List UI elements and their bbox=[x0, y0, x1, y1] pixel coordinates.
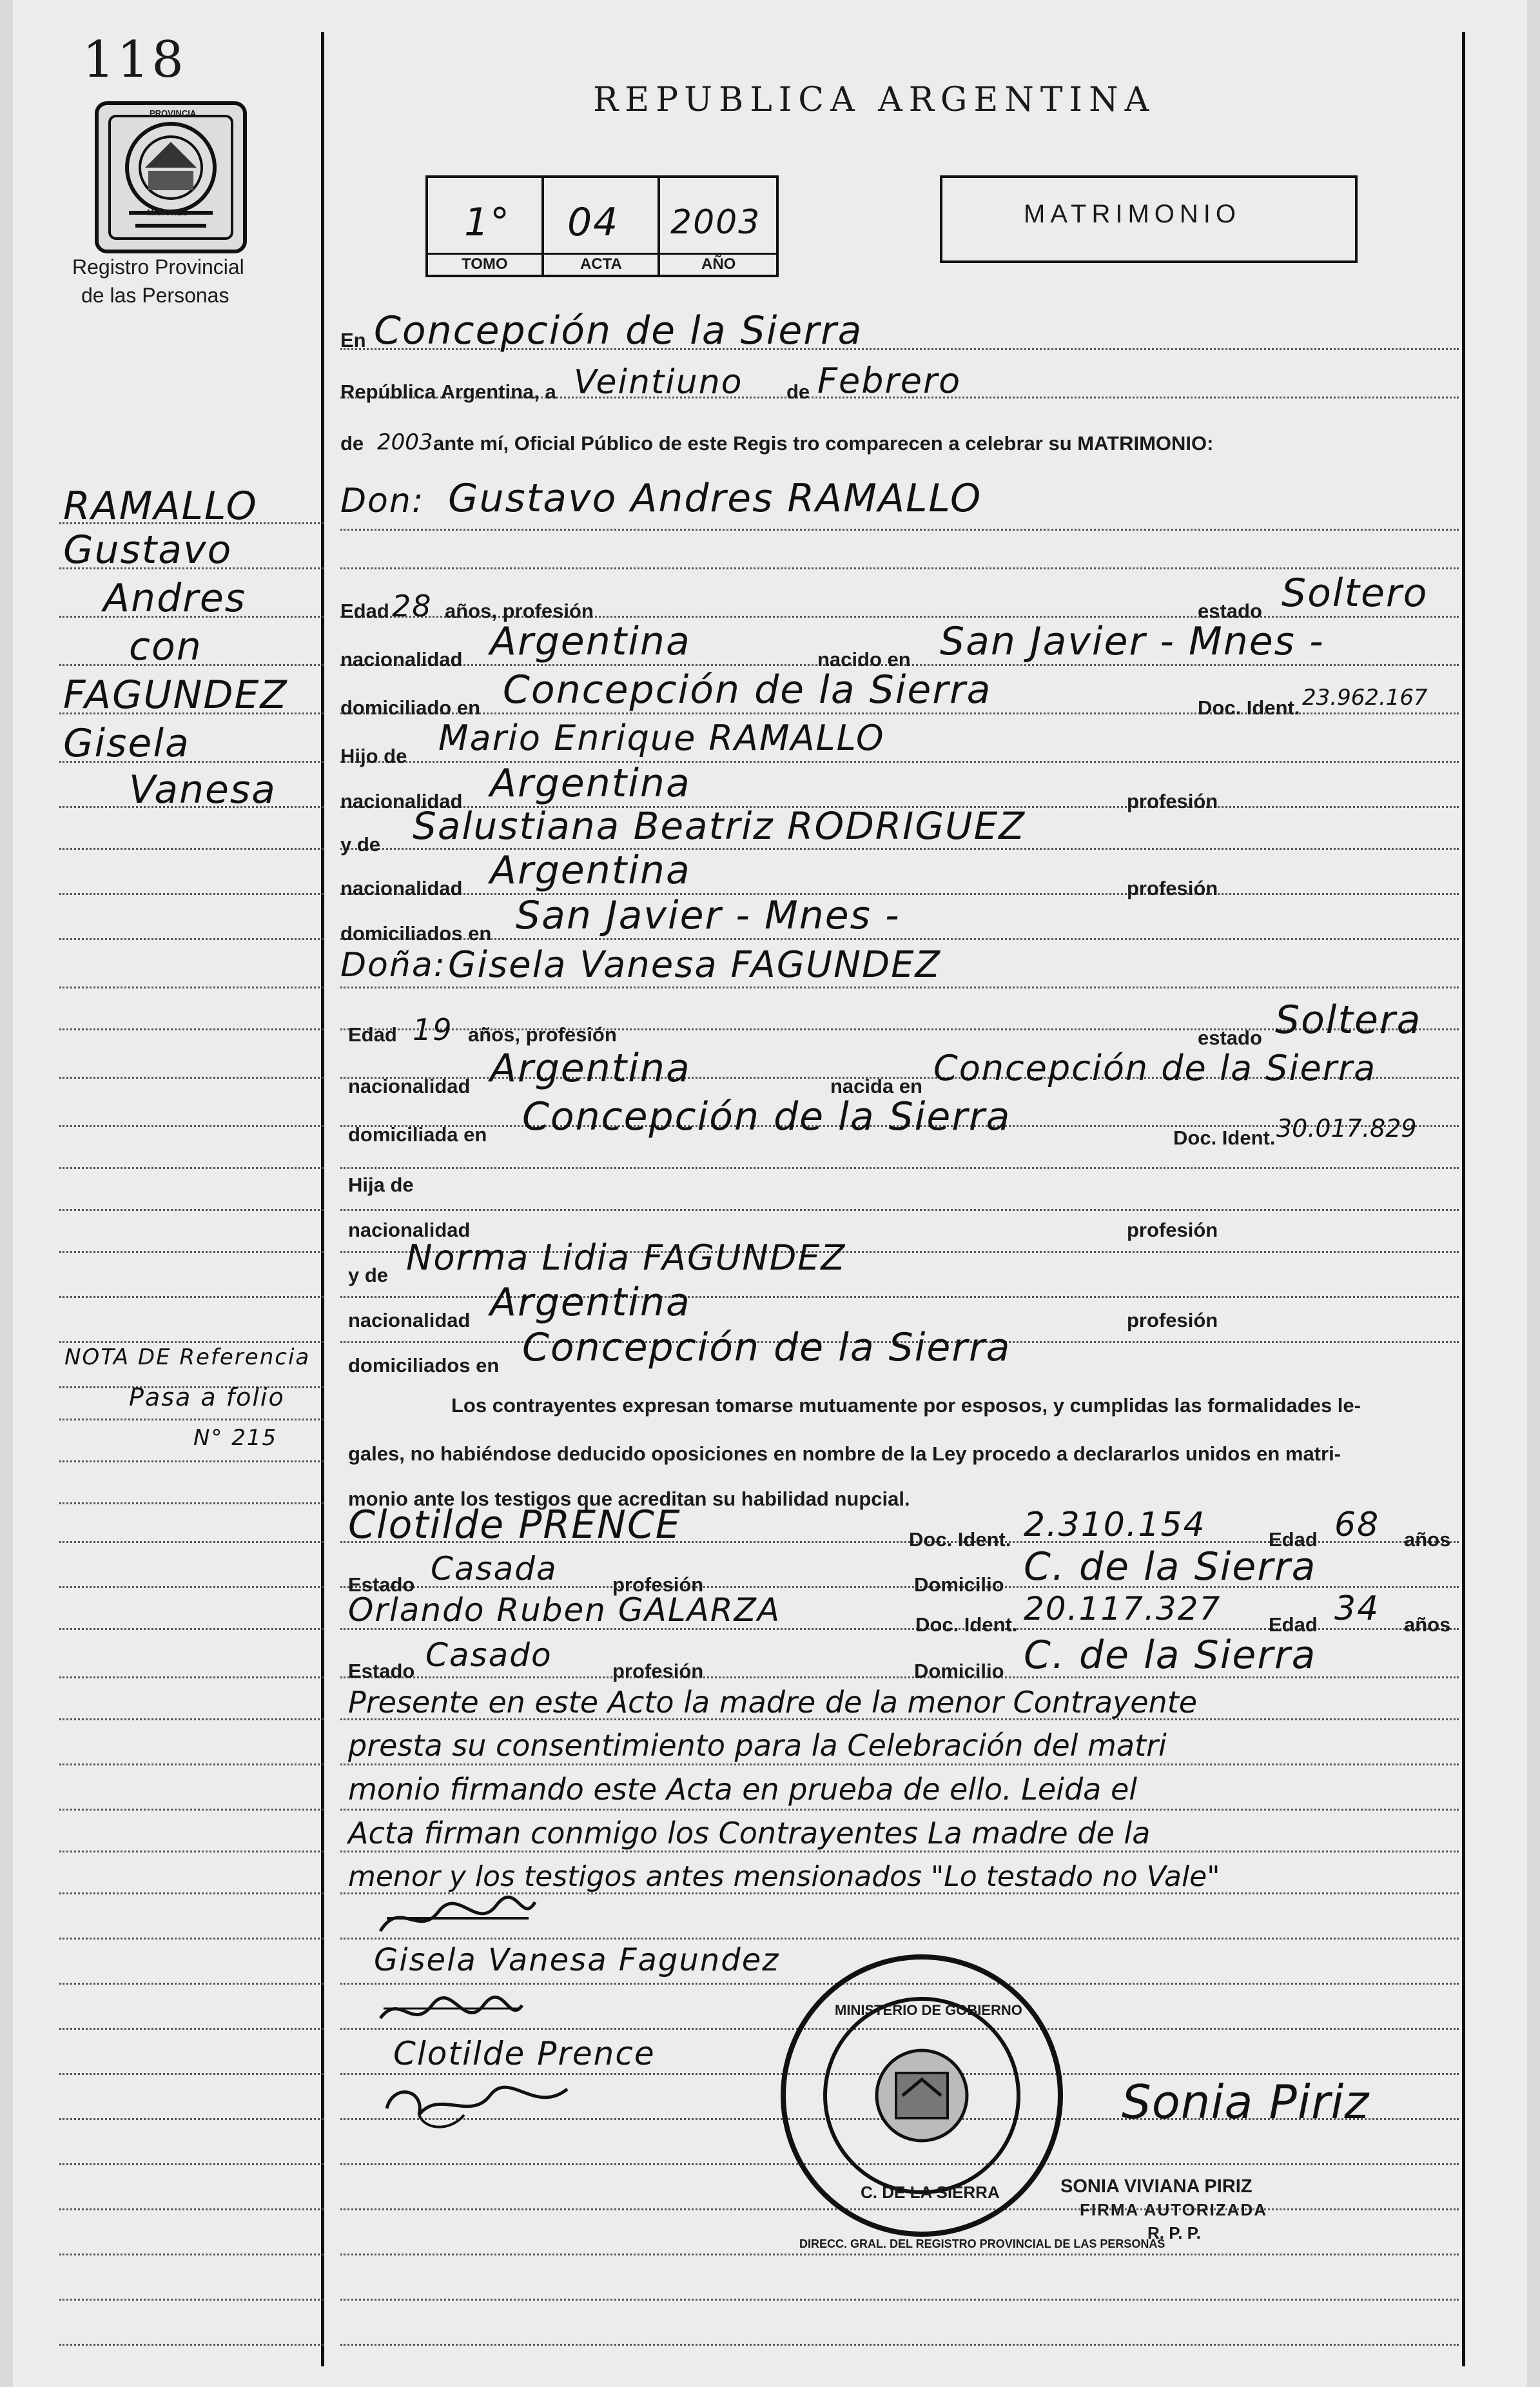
groom-full-name: Gustavo Andres RAMALLO bbox=[448, 476, 982, 521]
ano-value: 2003 bbox=[670, 203, 761, 242]
groom-signature bbox=[374, 1892, 541, 1944]
witness1-name: Clotilde PRENCE bbox=[348, 1502, 681, 1547]
bride-mother-nacionalidad: Argentina bbox=[490, 1280, 691, 1325]
groom-born-in: San Javier - Mnes - bbox=[940, 619, 1325, 664]
acta-label: ACTA bbox=[580, 255, 622, 273]
observation-line3: monio firmando este Acta en prueba de ello. Leida el bbox=[348, 1772, 1138, 1807]
observation-line2: presta su consentimiento para la Celebración del matri bbox=[348, 1728, 1167, 1763]
observation-line1: Presente en este Acto la madre de la menor Contrayente bbox=[348, 1685, 1198, 1720]
groom-label: Don: bbox=[340, 482, 425, 520]
official-signature: Sonia Piriz bbox=[1122, 2075, 1370, 2129]
year: 2003 bbox=[377, 429, 433, 455]
groom-nacionalidad: Argentina bbox=[490, 619, 691, 664]
margin-groom-name2: Andres bbox=[103, 576, 246, 621]
margin-groom-surname: RAMALLO bbox=[63, 484, 258, 529]
registry-name-line2: de las Personas bbox=[81, 284, 229, 307]
witness2-doc: 20.117.327 bbox=[1024, 1590, 1222, 1627]
witness2-domicilio: C. de la Sierra bbox=[1024, 1633, 1317, 1678]
tomo-label: TOMO bbox=[462, 255, 508, 273]
stamp-bottom-text: C. DE LA SIERRA bbox=[861, 2183, 1000, 2202]
witness1-age: 68 bbox=[1334, 1506, 1380, 1544]
margin-bride-name1: Gisela bbox=[63, 721, 190, 766]
groom-doc: 23.962.167 bbox=[1302, 685, 1428, 711]
act-type: MATRIMONIO bbox=[1024, 200, 1242, 228]
column-divider bbox=[321, 32, 324, 2366]
declaration-line3: monio ante los testigos que acreditan su habilidad nupcial. bbox=[348, 1488, 910, 1510]
observation-line5: menor y los testigos antes mensionados "Lo testado no Vale" bbox=[348, 1860, 1220, 1893]
provincial-seal-icon bbox=[90, 97, 251, 258]
witness1-domicilio: C. de la Sierra bbox=[1024, 1544, 1317, 1589]
official-name: SONIA VIVIANA PIRIZ bbox=[1060, 2176, 1252, 2197]
margin-bride-surname: FAGUNDEZ bbox=[63, 673, 288, 718]
observation-line4: Acta firman conmigo los Contrayentes La madre de la bbox=[348, 1816, 1151, 1851]
bride-parents-domicile: Concepción de la Sierra bbox=[522, 1325, 1011, 1370]
month: Febrero bbox=[817, 360, 962, 401]
margin-note-line1: NOTA DE Referencia bbox=[64, 1344, 311, 1370]
page-number: 118 bbox=[83, 31, 186, 89]
groom-mother-nacionalidad: Argentina bbox=[490, 848, 691, 893]
bride-domicile: Concepción de la Sierra bbox=[522, 1094, 1011, 1139]
stamp-ring-text: DIRECC. GRAL. DEL REGISTRO PROVINCIAL DE LAS PERSONAS bbox=[799, 2237, 1165, 2250]
tomo-value: 1° bbox=[464, 200, 511, 245]
official-org: R. P. P. bbox=[1147, 2223, 1201, 2243]
witness2-name: Orlando Ruben GALARZA bbox=[348, 1591, 781, 1629]
groom-father: Mario Enrique RAMALLO bbox=[438, 718, 885, 758]
bride-nacionalidad: Argentina bbox=[490, 1046, 691, 1091]
ano-label: AÑO bbox=[701, 255, 736, 273]
registry-name-line1: Registro Provincial bbox=[72, 255, 244, 279]
country-heading: REPUBLICA ARGENTINA bbox=[593, 81, 1156, 119]
groom-domicile: Concepción de la Sierra bbox=[503, 667, 992, 712]
bride-full-name: Gisela Vanesa FAGUNDEZ bbox=[448, 944, 941, 986]
bride-doc: 30.017.829 bbox=[1276, 1114, 1417, 1143]
margin-bride-name2: Vanesa bbox=[129, 767, 277, 812]
margin-groom-name1: Gustavo bbox=[63, 527, 233, 573]
margin-conjunction: con bbox=[129, 624, 202, 669]
declaration-line2: gales, no habiéndose deducido oposiciones en nombre de la Ley procedo a declararlos unidos en matri- bbox=[348, 1442, 1341, 1465]
witness2-age: 34 bbox=[1334, 1589, 1380, 1628]
groom-mother: Salustiana Beatriz RODRIGUEZ bbox=[413, 804, 1026, 848]
bride-label: Doña: bbox=[340, 946, 447, 985]
bride-age: 19 bbox=[413, 1012, 453, 1047]
witness-signature: Clotilde Prence bbox=[393, 2035, 656, 2072]
bride-estado: Soltera bbox=[1275, 997, 1422, 1043]
witness2-estado: Casado bbox=[425, 1636, 552, 1674]
official-title: FIRMA AUTORIZADA bbox=[1080, 2200, 1268, 2219]
bride-mother: Norma Lidia FAGUNDEZ bbox=[406, 1237, 846, 1278]
groom-estado: Soltero bbox=[1282, 571, 1428, 616]
groom-father-nacionalidad: Argentina bbox=[490, 761, 691, 806]
groom-parents-domicile: San Javier - Mnes - bbox=[516, 893, 901, 938]
galarza-signature bbox=[374, 2070, 580, 2134]
witness1-estado: Casada bbox=[431, 1550, 558, 1587]
mother-signature bbox=[374, 1986, 529, 2038]
document-page: 118 PROVINCIA MISIONES Registro Provincial de las Personas REPUBLICA ARGENTINA 1° 04 2003 TOMO ACTA AÑO MATRIMONIO RAMALLO Gustavo Andres con FAGUNDEZ Gisela Vanesa NOTA DE Referencia Pasa a folio N° 215 En Concepción de la Sierra República Argentina, a Veintiuno de Febrero de 2003 ante mí, Oficial Público de este Regis tro comparecen a celebrar su MATRIMONIO: Don: Gustavo Andres RAMALLO Edad 28 años, profesión estado Soltero nacionalidad Argentina nacido en San Javier - Mnes - domiciliado en Concepción de la Sierra Doc. Ident. 23.962.167 Hijo de Mario Enrique RAMALLO nacionalidad Argentina profesión y de Salustiana Beatriz RODRIGUEZ nacionalidad Argentina profesión domiciliados en San Javier - Mnes - Doña: Gisela Vanesa FAGUNDEZ Edad 19 años, profesión estado Soltera nacionalidad Argentina nacida en Concepción de la Sierra domiciliada en Concepción de la Sierra Doc. Ident. 30.017.829 Hija de nacionalidad profesión y de Norma Lidia FAGUNDEZ nacionalidad Argentina profesión domiciliados en Concepción de la Sierra Los contrayentes expresan tomarse mutuamente por esposos, y cumplidas las formalidades le- gales, no habiéndose deducido oposiciones en nombre de la Ley procedo a declararlos unidos en matri- monio ante los testigos que acreditan su habilidad nupcial. Clotilde PRENCE Doc. Ident. 2.310.154 Edad 68 años Estado Casada profesión Domicilio C. de la Sierra Orlando Ruben GALARZA Doc. Ident. 20.117.327 Edad 34 años Estado Casado profesión Domicilio C. de la Sierra Presente en este Acto la madre de la menor Contrayente presta su consentimiento para la Celebración del matri monio firmando este Acta en prueba de ello. Leida el Acta firman conmigo los Contrayentes La madre de la menor y los testigos antes mensionados "Lo testado no Vale" Gisela Vanesa Fagundez Clotilde Prence DIRECC. GRAL. DEL REGISTRO PROVINCIAL DE LAS PERSONAS MINISTERIO DE GOBIERNO C. DE LA SIERRA Sonia Piriz SONIA VIVIANA PIRIZ FIRMA AUTORIZADA R. P. P. bbox=[13, 0, 1527, 2387]
margin-note-line3: N° 215 bbox=[193, 1425, 278, 1451]
bride-signature: Gisela Vanesa Fagundez bbox=[374, 1942, 780, 1978]
day: Veintiuno bbox=[574, 363, 743, 402]
margin-note-line2: Pasa a folio bbox=[129, 1383, 285, 1411]
city: Concepción de la Sierra bbox=[374, 308, 863, 353]
declaration-line1: Los contrayentes expresan tomarse mutuamente por esposos, y cumplidas las formalidades le- bbox=[451, 1394, 1361, 1417]
witness1-doc: 2.310.154 bbox=[1024, 1506, 1206, 1544]
seal-bottom-text: MISIONES bbox=[147, 208, 188, 217]
stamp-inner-text: MINISTERIO DE GOBIERNO bbox=[835, 2002, 1022, 2018]
seal-top-text: PROVINCIA bbox=[150, 108, 197, 118]
bride-born-in: Concepción de la Sierra bbox=[933, 1048, 1377, 1088]
acta-value: 04 bbox=[567, 200, 619, 245]
right-border bbox=[1462, 32, 1465, 2366]
groom-age: 28 bbox=[392, 589, 433, 624]
